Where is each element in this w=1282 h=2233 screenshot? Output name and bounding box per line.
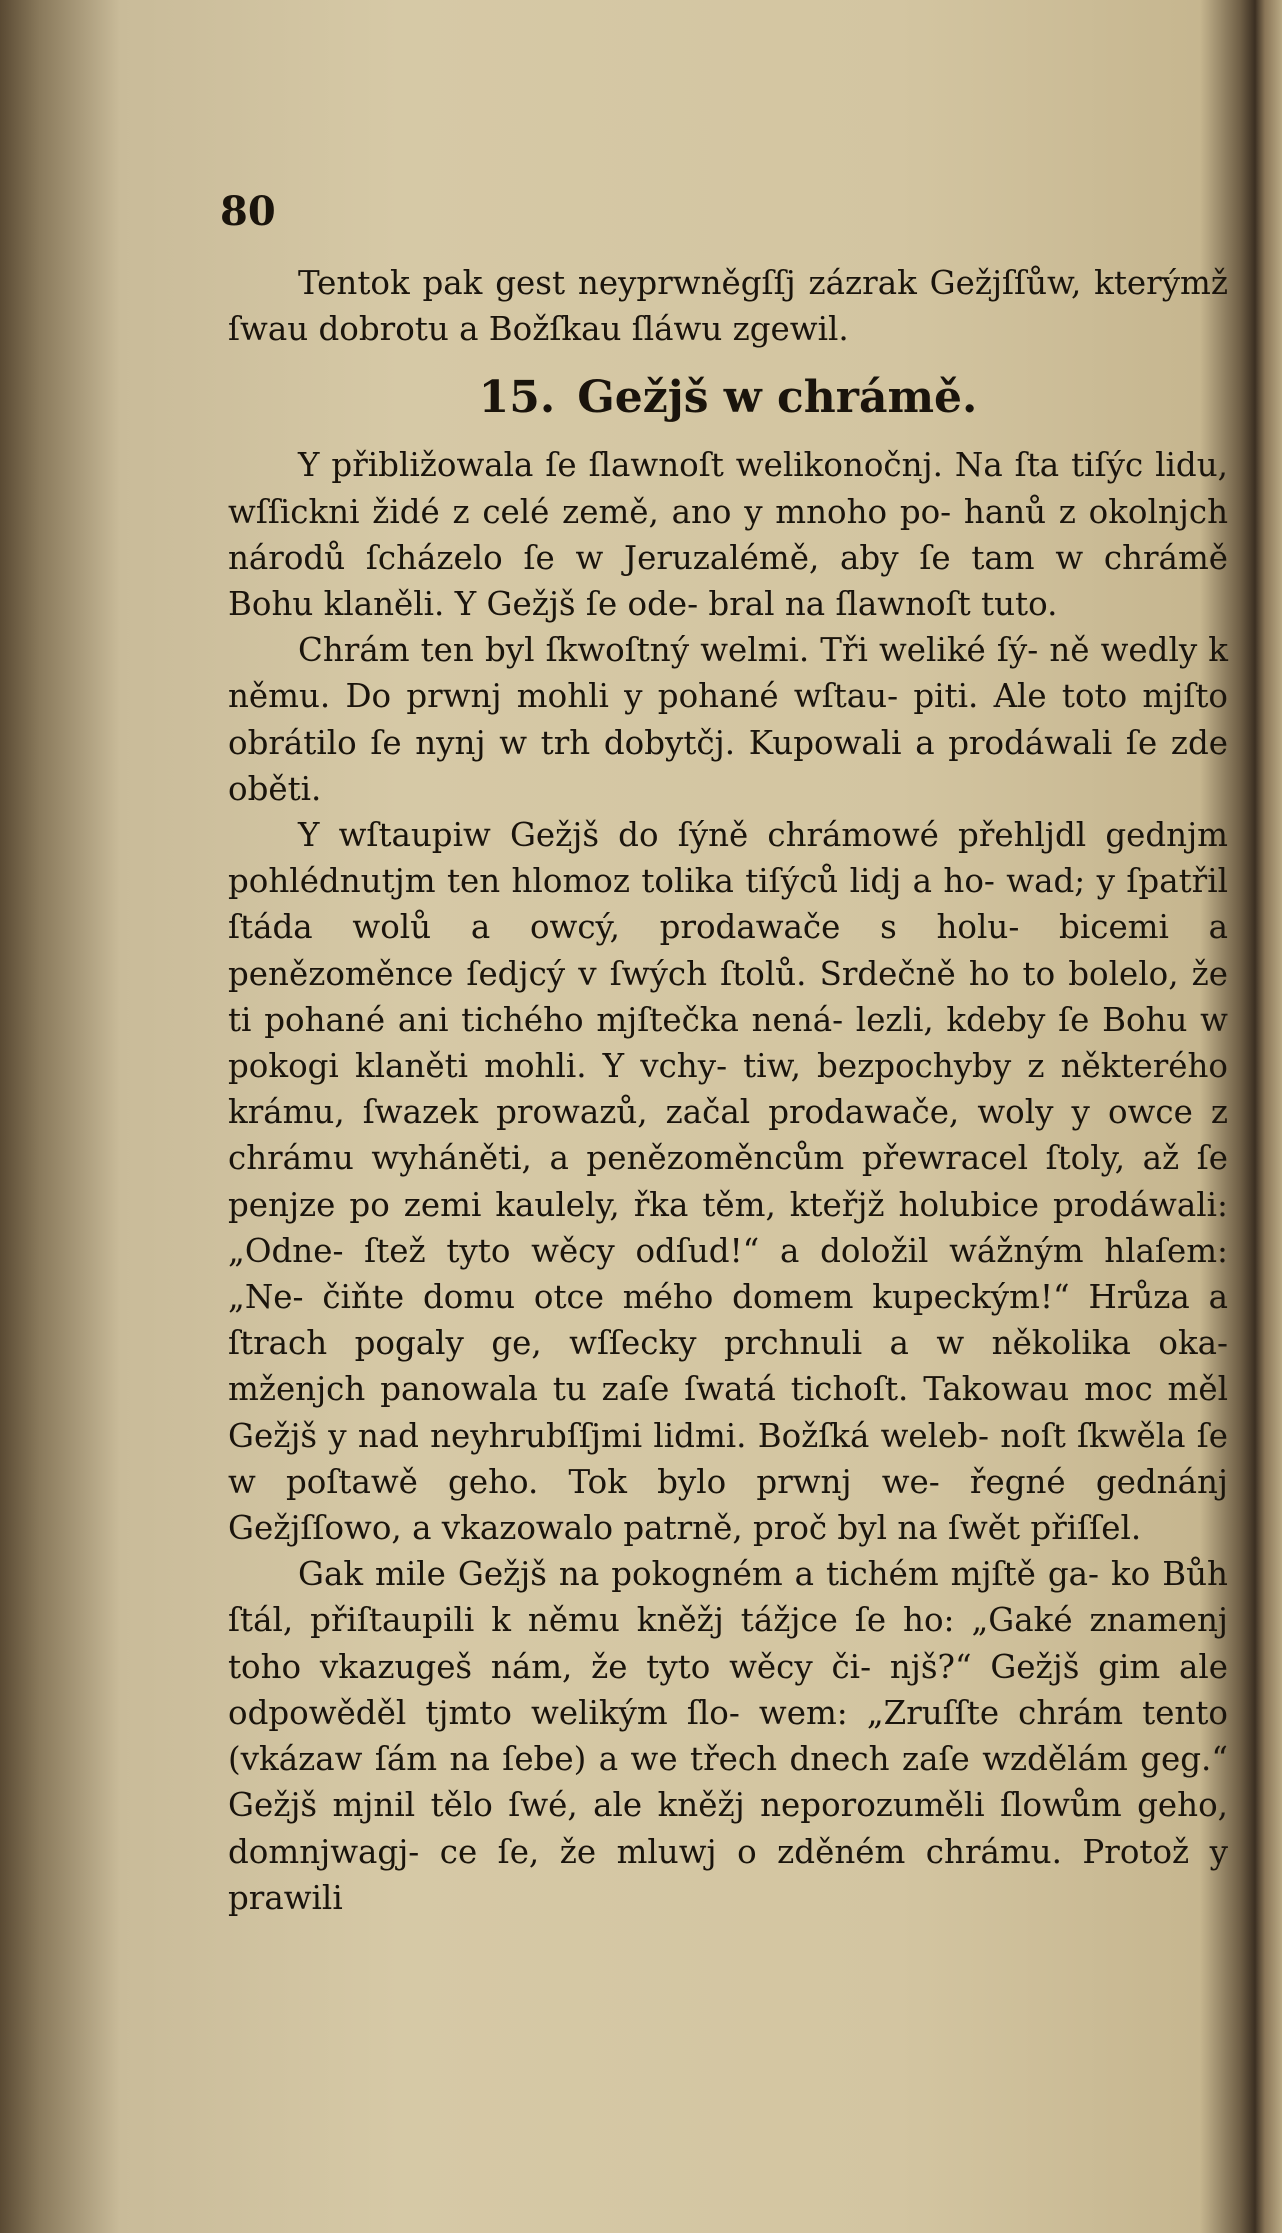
paragraph: Y wſtaupiw Gežjš do ſýně chrámowé přehljdl gednjm pohlédnutjm ten hlomoz tolika tiſýců lidj a ho- wad; y ſpatřil ſtáda wolů a owcý, prodawače s holu- bicemi a penězoměnce ſedjcý v ſwých ſtolů. Srdečně ho to bolelo, že ti pohané ani tichého mjſtečka nená- lezli, kdeby ſe Bohu w pokogi klaněti mohli. Y vchy- tiw, bezpochyby z některého krámu, ſwazek prowazů, začal prodawače, woly y owce z chrámu wyháněti, a penězoměncům přewracel ſtoly, až ſe penjze po zemi kaulely, řka těm, kteřjž holubice prodáwali: „Odne- ſtež tyto wěcy odſud!“ a doložil wážným hlaſem: „Ne- čiňte domu otce mého domem kupeckým!“ Hrůza a ſtrach pogaly ge, wſſecky prchnuli a w několika oka- mženjch panowala tu zaſe ſwatá tichoſt. Takowau moc měl Gežjš y nad neyhrubſſjmi lidmi. Božſká weleb- noſt ſkwěla ſe w poſtawě geho. Tok bylo prwnj we- řegné gednánj Gežjſſowo, a vkazowalo patrně, proč byl na ſwět přiſſel. bbox=[228, 816, 1228, 1548]
section-number: 15. bbox=[478, 372, 556, 424]
page-number: 80 bbox=[220, 188, 276, 235]
paragraph: Chrám ten byl ſkwoſtný welmi. Tři weliké ſý- ně wedly k němu. Do prwnj mohli y pohané wſtau- piti. Ale toto mjſto obrátilo ſe nynj w trh dobytčj. Kupowali a prodáwali ſe zde oběti. bbox=[228, 631, 1228, 808]
section-heading bbox=[228, 372, 1228, 424]
paragraph: Gak mile Gežjš na pokogném a tichém mjſtě ga- ko Bůh ſtál, přiſtaupili k němu kněžj tážjce ſe ho: „Gaké znamenj toho vkazugeš nám, že tyto wěcy či- njš?“ Gežjš gim ale odpowěděl tjmto welikým ſlo- wem: „Zruſſte chrám tento (vkázaw ſám na ſebe) a we třech dnech zaſe wzdělám geg.“ Gežjš mjnil tělo ſwé, ale kněžj neporozuměli ſlowům geho, domnjwagj- ce ſe, že mluwj o zděném chrámu. Protož y prawili bbox=[228, 1555, 1228, 1917]
page-text bbox=[228, 260, 1228, 1921]
intro-paragraph: Tentok pak gest neyprwněgſſj zázrak Gežjſſůw, kterýmž ſwau dobrotu a Božſkau ſláwu zgewil. bbox=[228, 264, 1228, 349]
book-page bbox=[150, 150, 1240, 2190]
section-title: Gežjš w chrámě. bbox=[577, 372, 978, 424]
paragraph: Y přibližowala ſe ſlawnoſt welikonočnj. Na ſta tiſýc lidu, wſſickni židé z celé země, ano y mnoho po- hanů z okolnjch národů ſcházelo ſe w Jeruzalémě, aby ſe tam w chrámě Bohu klaněli. Y Gežjš ſe ode- bral na ſlawnoſt tuto. bbox=[228, 446, 1228, 624]
